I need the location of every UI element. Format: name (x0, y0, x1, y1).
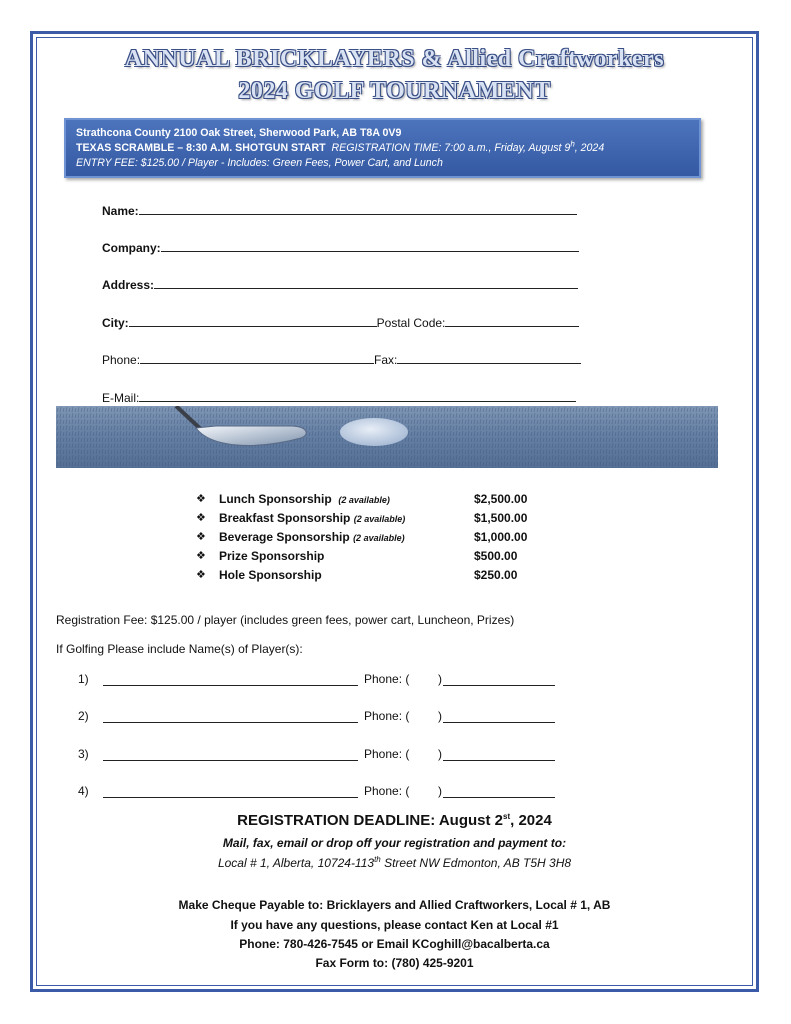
sponsorship-note: (2 available) (353, 514, 406, 524)
city-postal-field[interactable] (102, 314, 579, 330)
company-field[interactable] (102, 239, 579, 255)
player-phone-paren: ) (438, 784, 442, 798)
cheque-payable-text: Make Cheque Payable to: Bricklayers and Allied Craftworkers, Local # 1, AB (178, 898, 611, 912)
player-phone-line[interactable] (443, 673, 555, 686)
player-name-line[interactable] (103, 785, 358, 798)
diamond-bullet-icon: ❖ (196, 531, 206, 543)
player-name-line[interactable] (103, 710, 358, 723)
sponsorship-amount: $1,500.00 (474, 511, 528, 525)
postal-code-label: Postal Code: (376, 316, 446, 330)
company-line[interactable] (161, 239, 579, 252)
player-number: 2) (78, 709, 89, 723)
phone-fax-field[interactable] (102, 351, 581, 367)
name-line[interactable] (139, 202, 577, 215)
contact-text: Phone: 780-426-7545 or Email KCoghill@bacalberta.ca (239, 937, 550, 951)
player-phone-paren: ) (438, 672, 442, 686)
diamond-bullet-icon: ❖ (196, 493, 206, 505)
player-phone-label: Phone: ( (364, 709, 410, 723)
banner-registration-time: REGISTRATION TIME: 7:00 a.m., Friday, August 9$^h$, 2024 (331, 139, 605, 154)
banner-event: TEXAS SCRAMBLE – 8:30 A.M. SHOTGUN START (76, 142, 326, 154)
player-phone-label: Phone: ( (364, 672, 410, 686)
questions-text: If you have any questions, please contact Ken at Local #1 (230, 918, 559, 932)
diamond-bullet-icon: ❖ (196, 550, 206, 562)
player-number: 3) (78, 747, 89, 761)
player-phone-line[interactable] (443, 748, 555, 761)
fax-text: Fax Form to: (780) 425-9201 (315, 956, 474, 970)
address-line[interactable] (154, 276, 578, 289)
email-label: E-Mail: (102, 391, 140, 405)
sponsorship-name: Breakfast Sponsorship (219, 511, 351, 525)
player-phone-line[interactable] (443, 785, 555, 798)
registration-deadline: REGISTRATION DEADLINE: August 2st, 2024 (237, 812, 552, 829)
player-number: 1) (78, 672, 89, 686)
postal-code-line[interactable] (445, 314, 579, 327)
sponsorship-item (196, 566, 556, 585)
mail-address: Local # 1, Alberta, 10724-113th Street NW Edmonton, AB T5H 3H8 (217, 855, 572, 870)
sponsorship-note: (2 available) (338, 495, 390, 505)
golf-ball-photo (56, 406, 718, 468)
banner-entry-fee: ENTRY FEE: $125.00 / Player - Includes: Green Fees, Power Cart, and Lunch (76, 157, 443, 169)
sponsorship-name: Lunch Sponsorship (219, 492, 332, 506)
address-label: Address: (102, 278, 155, 292)
mail-instructions: Mail, fax, email or drop off your registration and payment to: (222, 836, 567, 850)
event-info-banner (64, 118, 701, 178)
sponsorship-amount: $2,500.00 (474, 492, 528, 506)
player-name-line[interactable] (103, 748, 358, 761)
name-label: Name: (102, 204, 139, 218)
sponsorship-amount: $500.00 (474, 549, 518, 563)
sponsorship-amount: $1,000.00 (474, 530, 528, 544)
player-phone-line[interactable] (443, 710, 555, 723)
sponsorship-item (196, 509, 556, 528)
players-intro-text: If Golfing Please include Name(s) of Player(s): (56, 642, 303, 656)
name-field[interactable] (102, 202, 577, 218)
phone-line[interactable] (140, 351, 374, 364)
player-phone-paren: ) (438, 709, 442, 723)
sponsorship-name: Hole Sponsorship (219, 568, 322, 582)
sponsorship-item (196, 547, 556, 566)
fax-line[interactable] (397, 351, 581, 364)
player-phone-label: Phone: ( (364, 747, 410, 761)
sponsorship-item (196, 490, 556, 509)
sponsorship-list (196, 490, 556, 585)
title-line-2: 2024 GOLF TOURNAMENT (238, 78, 551, 104)
phone-label: Phone: (102, 353, 141, 367)
email-field[interactable] (102, 389, 576, 405)
city-label: City: (102, 316, 129, 330)
diamond-bullet-icon: ❖ (196, 569, 206, 581)
player-name-line[interactable] (103, 673, 358, 686)
player-number: 4) (78, 784, 89, 798)
banner-location: Strathcona County 2100 Oak Street, Sherwood Park, AB T8A 0V9 (76, 127, 402, 139)
title-line-1: ANNUAL BRICKLAYERS & Allied Craftworkers (124, 46, 665, 72)
address-field[interactable] (102, 276, 578, 292)
email-line[interactable] (139, 389, 576, 402)
sponsorship-name: Beverage Sponsorship (219, 530, 350, 544)
banner-schedule (76, 141, 699, 156)
player-phone-paren: ) (438, 747, 442, 761)
fax-label: Fax: (374, 353, 398, 367)
registration-fee-text: Registration Fee: $125.00 / player (includes green fees, power cart, Luncheon, Prizes) (56, 613, 515, 627)
sponsorship-item (196, 528, 556, 547)
player-phone-label: Phone: ( (364, 784, 410, 798)
city-line[interactable] (129, 314, 377, 327)
sponsorship-name: Prize Sponsorship (219, 549, 325, 563)
sponsorship-amount: $250.00 (474, 568, 518, 582)
golf-photo-art (56, 406, 718, 468)
company-label: Company: (102, 241, 161, 255)
diamond-bullet-icon: ❖ (196, 512, 206, 524)
sponsorship-note: (2 available) (353, 533, 405, 543)
